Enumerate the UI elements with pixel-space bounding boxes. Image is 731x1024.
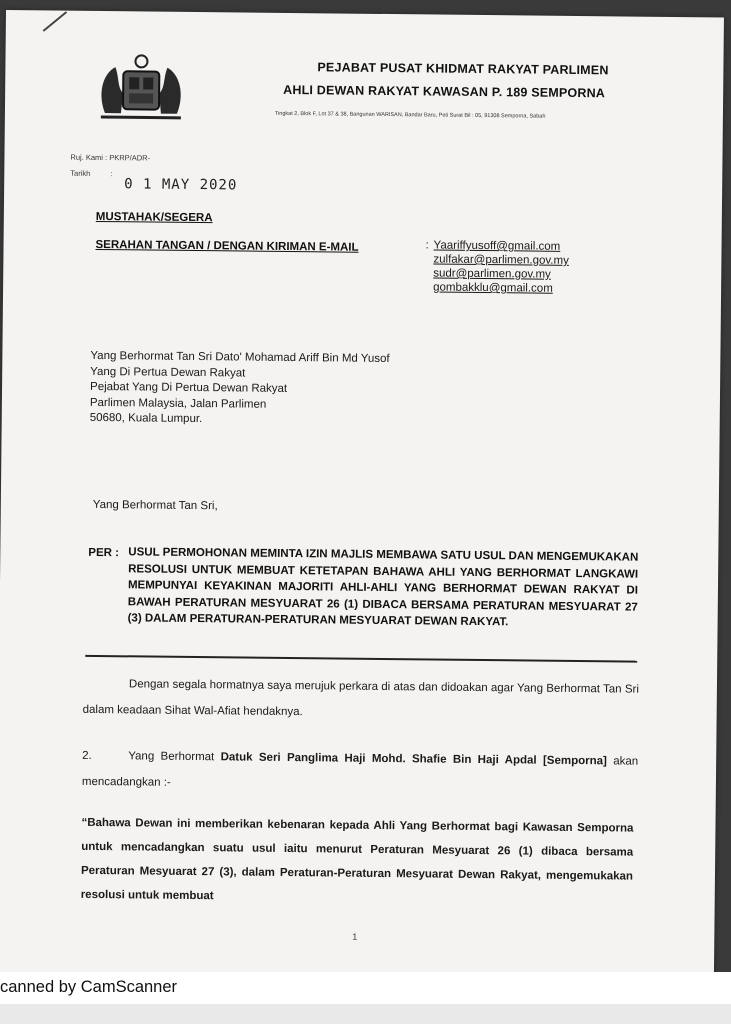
delivery-method: SERAHAN TANGAN / DENGAN KIRIMAN E-MAIL	[95, 238, 359, 254]
email-address[interactable]: gombakklu@gmail.com	[433, 281, 553, 295]
recipient-line: Pejabat Yang Di Pertua Dewan Rakyat	[89, 380, 288, 395]
divider	[85, 655, 637, 663]
recipient-address	[90, 349, 390, 430]
email-colon: :	[425, 239, 429, 252]
paragraph-2-tail: akan mencadangkan :-	[81, 755, 639, 789]
pen-mark	[43, 11, 67, 32]
date-separator: :	[110, 169, 113, 179]
office-address: Tingkat 2, Blok F, Lot 37 & 38, Bangunan WARISAN, Bandar Baru, Peti Surat Bil : 05, 91308 Semporna, Sabah	[274, 110, 546, 120]
email-address[interactable]: sudr@parlimen.gov.my	[433, 267, 551, 281]
reference-number: Ruj. Kami : PKRP/ADR-	[70, 152, 151, 163]
coat-of-arms-icon	[93, 53, 190, 124]
salutation: Yang Berhormat Tan Sri,	[92, 498, 218, 513]
email-address[interactable]: Yaariffyusoff@gmail.com	[433, 239, 561, 253]
camscanner-watermark: canned by CamScanner	[0, 978, 178, 996]
recipient-line: Yang Di Pertua Dewan Rakyat	[90, 365, 246, 380]
recipient-line: Parlimen Malaysia, Jalan Parlimen	[89, 396, 267, 411]
subject-text: USUL PERMOHONAN MEMINTA IZIN MAJLIS MEMBAWA SATU USUL DAN MENGEMUKAKAN RESOLUSI UNTUK MEMBUAT KETETAPAN BAHAWA AHLI YANG BERHORMAT LANGKAWI MEMPUNYAI KEYAKINAN MAJORITI AHLI-AHLI YANG BERHORMAT DEWAN RAKYAT DI BAWAH PERATURAN MESYUARAT 26 (1) DIBACA BERSAMA PERATURAN MESYUARAT 27 (3) DALAM PERATURAN-PERATURAN MESYUARAT DEWAN RAKYAT.	[127, 546, 639, 629]
recipient-line: 50680, Kuala Lumpur.	[89, 411, 203, 426]
proposer-name: Datuk Seri Panglima Haji Mohd. Shafie Bin Haji Apdal [Semporna]	[220, 751, 607, 768]
paragraph-2	[82, 743, 639, 801]
urgent-marking: MUSTAHAK/SEGERA	[95, 210, 213, 225]
office-title-line2: AHLI DEWAN RAKYAT KAWASAN P. 189 SEMPORNA	[283, 82, 606, 101]
date-stamp: 0 1 MAY 2020	[124, 176, 238, 194]
paragraph-number: 2.	[82, 749, 92, 762]
bottom-strip	[0, 1004, 731, 1024]
office-title-line1: PEJABAT PUSAT KHIDMAT RAKYAT PARLIMEN	[317, 60, 609, 78]
subject-label: PER :	[88, 546, 120, 560]
letter-page	[0, 10, 724, 979]
email-address[interactable]: zulfakar@parlimen.gov.my	[433, 253, 569, 267]
page-number: 1	[352, 931, 358, 942]
email-list	[425, 238, 569, 295]
motion-quote: “Bahawa Dewan ini memberikan kebenaran kepada Ahli Yang Berhormat bagi Kawasan Semporna untuk mencadangkan suatu usul iaitu menurut Peraturan Mesyuarat 26 (1) dibaca bersama Peraturan Mesyuarat 27 (3), dalam Peraturan-Peraturan Mesyuarat Dewan Rakyat, mengemukakan resolusi untuk membuat	[80, 816, 634, 903]
recipient-line: Yang Berhormat Tan Sri Dato' Mohamad Ariff Bin Md Yusof	[90, 349, 390, 366]
paragraph-2-lead: Yang Berhormat	[128, 750, 215, 764]
paragraph-1: Dengan segala hormatnya saya merujuk perkara di atas dan didoakan agar Yang Berhormat Tan Sri dalam keadaan Sihat Wal-Afiat hendaknya.	[82, 678, 639, 719]
date-label: Tarikh	[70, 168, 91, 178]
